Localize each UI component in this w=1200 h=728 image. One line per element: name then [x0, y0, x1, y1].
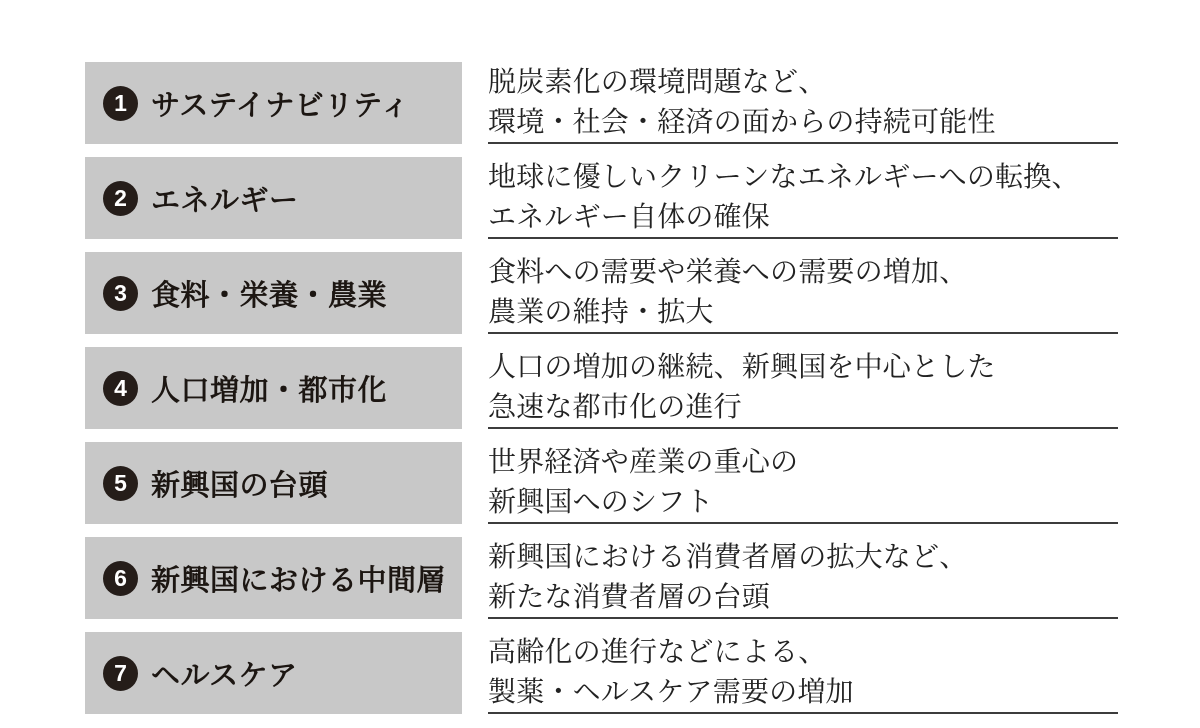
row-label: エネルギー — [151, 184, 299, 217]
description-line-1: 脱炭素化の環境問題など、 — [488, 66, 827, 97]
table-row — [85, 157, 1118, 239]
row-label: 食料・栄養・農業 — [151, 279, 388, 312]
trend-table — [85, 62, 1118, 727]
row-label-box — [85, 347, 462, 429]
description-line-2: 農業の維持・拡大 — [488, 296, 714, 327]
number-badge: 4 — [103, 371, 138, 406]
row-description — [488, 537, 1118, 619]
description-line-2: 製薬・ヘルスケア需要の増加 — [488, 676, 854, 707]
row-label: サステイナビリティ — [151, 89, 410, 122]
description-line-2: エネルギー自体の確保 — [488, 201, 771, 232]
row-label: 新興国の台頭 — [151, 469, 329, 502]
table-row — [85, 347, 1118, 429]
row-label-box — [85, 537, 462, 619]
row-label-box — [85, 157, 462, 239]
row-label-box — [85, 442, 462, 524]
table-row — [85, 442, 1118, 524]
row-label: 人口増加・都市化 — [151, 374, 388, 407]
row-label: ヘルスケア — [151, 659, 298, 692]
table-row — [85, 537, 1118, 619]
description-line-1: 新興国における消費者層の拡大など、 — [488, 541, 968, 572]
number-badge: 3 — [103, 276, 138, 311]
row-label-box — [85, 632, 462, 714]
table-row — [85, 632, 1118, 714]
number-badge: 5 — [103, 466, 138, 501]
number-badge: 7 — [103, 656, 138, 691]
row-description — [488, 157, 1118, 239]
number-badge: 2 — [103, 181, 138, 216]
row-label-box — [85, 252, 462, 334]
table-row — [85, 62, 1118, 144]
description-line-2: 急速な都市化の進行 — [488, 391, 742, 422]
row-description — [488, 347, 1118, 429]
description-line-1: 高齢化の進行などによる、 — [488, 636, 827, 667]
description-line-1: 人口の増加の継続、新興国を中心とした — [488, 351, 996, 382]
description-line-2: 新たな消費者層の台頭 — [488, 581, 771, 612]
row-label: 新興国における中間層 — [151, 564, 447, 597]
row-description — [488, 442, 1118, 524]
number-badge: 1 — [103, 86, 138, 121]
description-line-1: 世界経済や産業の重心の — [488, 446, 799, 477]
row-label-box — [85, 62, 462, 144]
number-badge: 6 — [103, 561, 138, 596]
description-line-1: 食料への需要や栄養への需要の増加、 — [488, 256, 968, 287]
row-description — [488, 252, 1118, 334]
description-line-2: 新興国へのシフト — [488, 486, 714, 517]
description-line-1: 地球に優しいクリーンなエネルギーへの転換、 — [488, 161, 1080, 192]
description-line-2: 環境・社会・経済の面からの持続可能性 — [488, 106, 996, 137]
row-description — [488, 62, 1118, 144]
row-description — [488, 632, 1118, 714]
table-row — [85, 252, 1118, 334]
